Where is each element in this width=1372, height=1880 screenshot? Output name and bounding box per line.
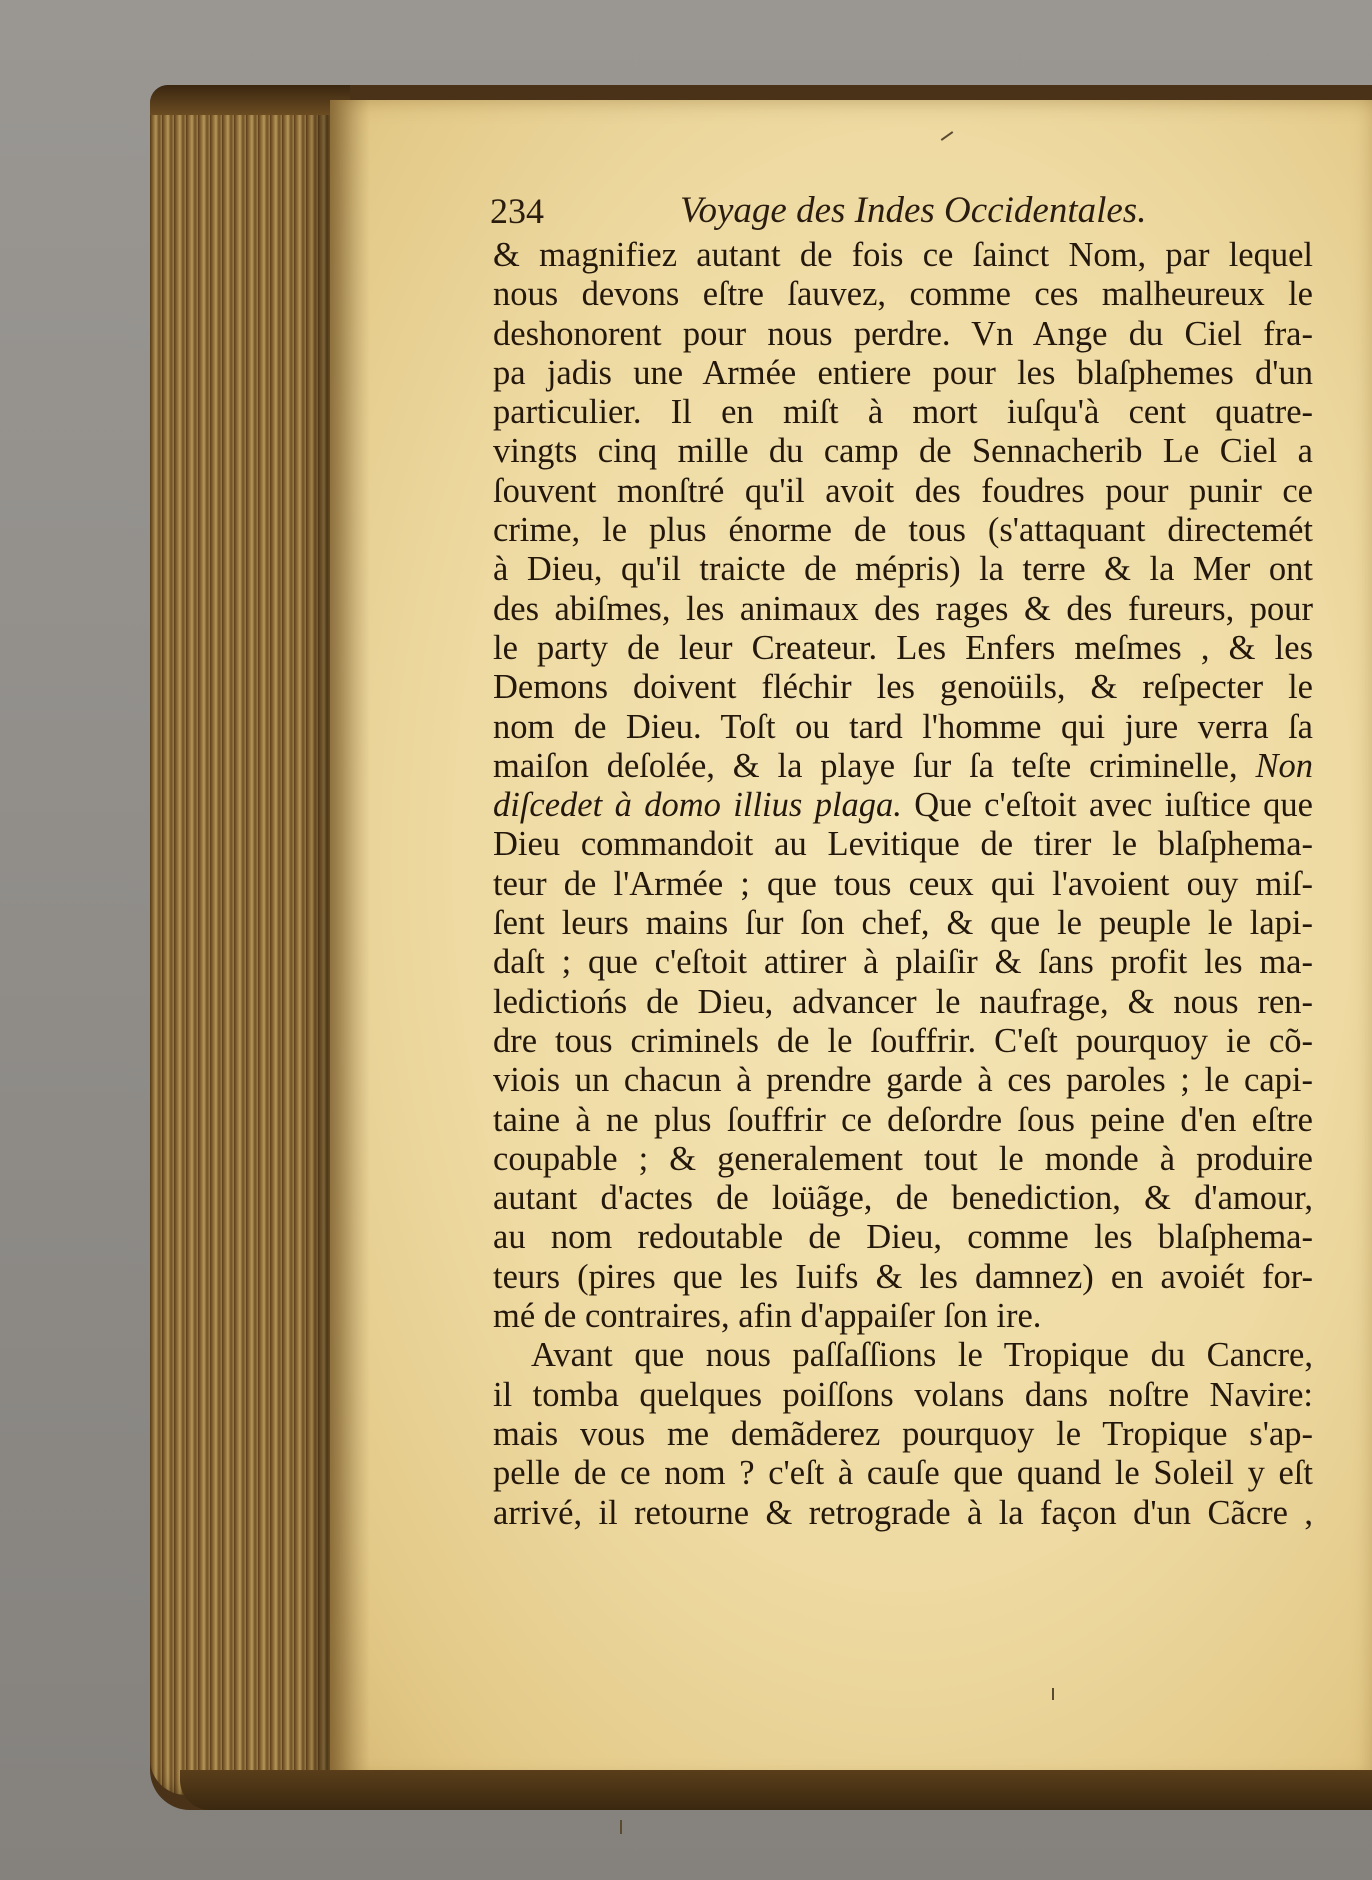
page-body-text — [493, 236, 1313, 1533]
text-line: mais vous me demãderez pourquoy le Tropique s'ap- — [493, 1414, 1313, 1453]
ink-speck — [620, 1820, 622, 1834]
text-line: teurs (pires que les Iuifs & les damnez) en avoiét for- — [493, 1257, 1313, 1296]
text-line: il tomba quelques poiſſons volans dans noſtre Navire: — [493, 1375, 1313, 1414]
latin-quotation: Non — [1255, 746, 1313, 785]
text-line: ſent leurs mains ſur ſon chef, & que le peuple le lapi- — [493, 904, 1313, 943]
book-top-edge — [150, 85, 350, 115]
text-line: le party de leur Createur. Les Enfers meſmes , & les — [493, 628, 1313, 667]
text-line: ledictiońs de Dieu, advancer le naufrage, & nous ren- — [493, 982, 1313, 1021]
text-line: particulier. Il en miſt à mort iuſqu'à cent quatre- — [493, 393, 1313, 432]
page-gutter-shadow — [330, 100, 370, 1790]
running-title: Voyage des Indes Occidentales. — [680, 190, 1147, 231]
text-line: arrivé, il retourne & retrograde à la façon d'un Cãcre , — [493, 1493, 1313, 1532]
text-line: dre tous criminels de le ſouffrir. C'eſt pourquoy ie cõ- — [493, 1021, 1313, 1060]
text-line: autant d'actes de loüãge, de benediction, & d'amour, — [493, 1179, 1313, 1218]
ink-speck — [1052, 1688, 1054, 1700]
page-number: 234 — [490, 191, 544, 231]
text-line: teur de l'Armée ; que tous ceux qui l'avoient ouy miſ- — [493, 864, 1313, 903]
text-line: viois un chacun à prendre garde à ces paroles ; le capi- — [493, 1061, 1313, 1100]
text-fragment: diſcedet à domo illius plaga. Que c'eſtoit avec iuſtice que — [493, 786, 1313, 825]
text-line — [493, 747, 1313, 786]
latin-quotation: diſcedet à domo illius plaga. — [493, 786, 902, 825]
text-line: deshonorent pour nous perdre. Vn Ange du Ciel fra- — [493, 314, 1313, 353]
page-header — [490, 188, 1190, 234]
text-line: pelle de ce nom ? c'eſt à cauſe que quand le Soleil y eſt — [493, 1454, 1313, 1493]
text-line: Demons doivent fléchir les genoüils, & reſpecter le — [493, 668, 1313, 707]
text-line: vingts cinq mille du camp de Sennacherib Le Ciel a — [493, 432, 1313, 471]
text-line: au nom redoutable de Dieu, comme les blaſphema- — [493, 1218, 1313, 1257]
text-line: taine à ne plus ſouffrir ce deſordre ſous peine d'en eſtre — [493, 1100, 1313, 1139]
page-edges — [150, 95, 330, 1795]
book-bottom-edge — [180, 1770, 1372, 1810]
text-line: nom de Dieu. Toſt ou tard l'homme qui jure verra ſa — [493, 707, 1313, 746]
text-line: daſt ; que c'eſtoit attirer à plaiſir & ſans profit les ma- — [493, 943, 1313, 982]
text-line: nous devons eſtre ſauvez, comme ces malheureux le — [493, 275, 1313, 314]
text-line: Avant que nous paſſaſſions le Tropique du Cancre, — [531, 1336, 1313, 1375]
text-fragment: maiſon deſolée, & la playe ſur ſa teſte criminelle, Non — [493, 746, 1313, 785]
text-line: à Dieu, qu'il traicte de mépris) la terre & la Mer ont — [493, 550, 1313, 589]
text-line: & magnifiez autant de fois ce ſainct Nom, par lequel — [493, 236, 1313, 274]
text-line: pa jadis une Armée entiere pour les blaſphemes d'un — [493, 353, 1313, 392]
text-line: crime, le plus énorme de tous (s'attaquant directemét — [493, 511, 1313, 550]
text-line: Dieu commandoit au Levitique de tirer le blaſphema- — [493, 825, 1313, 864]
text-line: ſouvent monſtré qu'il avoit des foudres pour punir ce — [493, 471, 1313, 510]
text-line — [493, 786, 1313, 825]
text-line: des abiſmes, les animaux des rages & des fureurs, pour — [493, 589, 1313, 628]
text-line: coupable ; & generalement tout le monde à produire — [493, 1139, 1313, 1178]
text-line: mé de contraires, afin d'appaiſer ſon ire. — [493, 1297, 1042, 1336]
